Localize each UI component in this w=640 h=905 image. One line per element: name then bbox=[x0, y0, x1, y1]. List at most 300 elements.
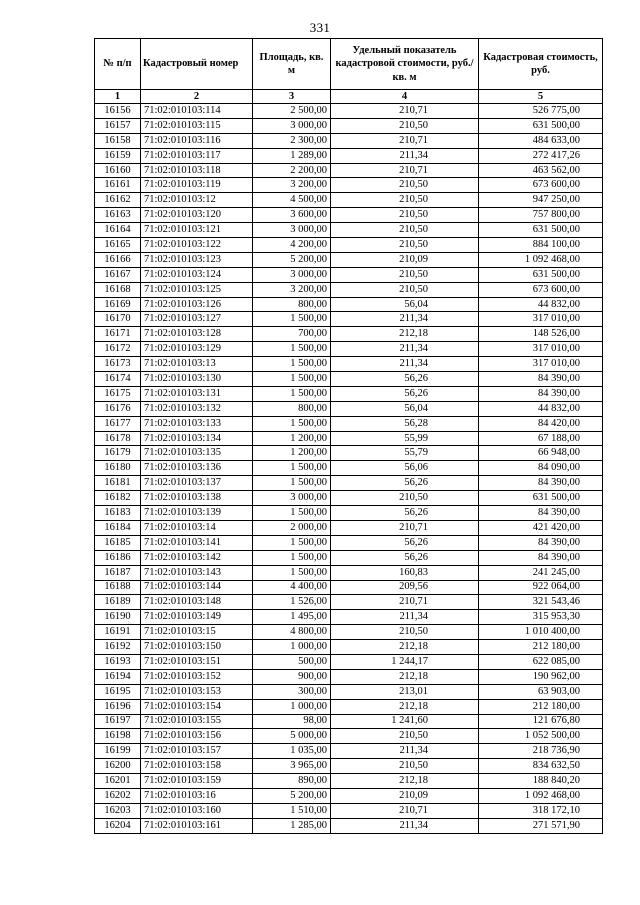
cell-specific-value: 212,18 bbox=[331, 640, 479, 655]
cell-row-number: 16160 bbox=[95, 163, 141, 178]
cell-cadastral-cost: 673 600,00 bbox=[479, 178, 603, 193]
table-row bbox=[95, 610, 603, 625]
cell-row-number: 16201 bbox=[95, 774, 141, 789]
cell-area: 2 000,00 bbox=[253, 520, 331, 535]
cell-specific-value: 56,04 bbox=[331, 297, 479, 312]
table-row bbox=[95, 208, 603, 223]
cell-specific-value: 56,04 bbox=[331, 401, 479, 416]
table-row bbox=[95, 803, 603, 818]
cell-cadastral-number: 71:02:010103:153 bbox=[141, 684, 253, 699]
table-row bbox=[95, 148, 603, 163]
cell-area: 4 400,00 bbox=[253, 580, 331, 595]
cell-area: 1 035,00 bbox=[253, 744, 331, 759]
cell-cadastral-cost: 884 100,00 bbox=[479, 238, 603, 253]
cell-specific-value: 209,56 bbox=[331, 580, 479, 595]
cell-row-number: 16157 bbox=[95, 118, 141, 133]
cell-specific-value: 210,50 bbox=[331, 193, 479, 208]
cell-specific-value: 210,71 bbox=[331, 803, 479, 818]
cell-cadastral-number: 71:02:010103:13 bbox=[141, 357, 253, 372]
cell-specific-value: 210,50 bbox=[331, 118, 479, 133]
table-row bbox=[95, 788, 603, 803]
cell-cadastral-number: 71:02:010103:16 bbox=[141, 788, 253, 803]
cell-cadastral-number: 71:02:010103:130 bbox=[141, 372, 253, 387]
header-specific-value: Удельный показатель кадастровой стоимости, руб./кв. м bbox=[331, 39, 479, 90]
cell-area: 5 200,00 bbox=[253, 788, 331, 803]
cell-specific-value: 210,71 bbox=[331, 104, 479, 119]
cell-cadastral-cost: 631 500,00 bbox=[479, 267, 603, 282]
cell-row-number: 16174 bbox=[95, 372, 141, 387]
header-cadastral-cost: Кадастровая стоимость, руб. bbox=[479, 39, 603, 90]
cell-row-number: 16176 bbox=[95, 401, 141, 416]
cell-cadastral-cost: 121 676,80 bbox=[479, 714, 603, 729]
cell-specific-value: 210,50 bbox=[331, 178, 479, 193]
cell-specific-value: 210,50 bbox=[331, 208, 479, 223]
cell-row-number: 16204 bbox=[95, 818, 141, 833]
cell-row-number: 16161 bbox=[95, 178, 141, 193]
cell-row-number: 16165 bbox=[95, 238, 141, 253]
cell-cadastral-number: 71:02:010103:14 bbox=[141, 520, 253, 535]
cell-row-number: 16188 bbox=[95, 580, 141, 595]
cell-area: 5 200,00 bbox=[253, 252, 331, 267]
table-row bbox=[95, 223, 603, 238]
cell-area: 4 500,00 bbox=[253, 193, 331, 208]
cell-cadastral-number: 71:02:010103:15 bbox=[141, 625, 253, 640]
cell-area: 4 200,00 bbox=[253, 238, 331, 253]
cell-area: 3 000,00 bbox=[253, 118, 331, 133]
table-row bbox=[95, 342, 603, 357]
cell-cadastral-number: 71:02:010103:137 bbox=[141, 476, 253, 491]
cell-specific-value: 210,50 bbox=[331, 729, 479, 744]
cell-area: 1 200,00 bbox=[253, 446, 331, 461]
table-row bbox=[95, 431, 603, 446]
cell-area: 1 500,00 bbox=[253, 342, 331, 357]
column-number: 2 bbox=[141, 90, 253, 104]
cell-cadastral-cost: 673 600,00 bbox=[479, 282, 603, 297]
header-cadastral-number: Кадастровый номер bbox=[141, 39, 253, 90]
table-column-number-row bbox=[95, 90, 603, 104]
table-row bbox=[95, 372, 603, 387]
cell-row-number: 16190 bbox=[95, 610, 141, 625]
table-row bbox=[95, 193, 603, 208]
cell-cadastral-cost: 318 172,10 bbox=[479, 803, 603, 818]
cell-cadastral-number: 71:02:010103:114 bbox=[141, 104, 253, 119]
cell-cadastral-number: 71:02:010103:125 bbox=[141, 282, 253, 297]
cell-row-number: 16193 bbox=[95, 654, 141, 669]
cell-row-number: 16169 bbox=[95, 297, 141, 312]
cell-specific-value: 210,50 bbox=[331, 267, 479, 282]
cell-cadastral-number: 71:02:010103:135 bbox=[141, 446, 253, 461]
cell-specific-value: 210,09 bbox=[331, 788, 479, 803]
cell-row-number: 16182 bbox=[95, 491, 141, 506]
cell-area: 1 000,00 bbox=[253, 640, 331, 655]
cell-row-number: 16192 bbox=[95, 640, 141, 655]
cell-cadastral-cost: 317 010,00 bbox=[479, 357, 603, 372]
cell-cadastral-cost: 317 010,00 bbox=[479, 342, 603, 357]
cell-cadastral-cost: 1 010 400,00 bbox=[479, 625, 603, 640]
cell-area: 1 500,00 bbox=[253, 357, 331, 372]
table-row bbox=[95, 595, 603, 610]
cell-row-number: 16179 bbox=[95, 446, 141, 461]
table-row bbox=[95, 178, 603, 193]
cell-row-number: 16189 bbox=[95, 595, 141, 610]
cell-cadastral-cost: 463 562,00 bbox=[479, 163, 603, 178]
cell-cadastral-cost: 315 953,30 bbox=[479, 610, 603, 625]
cell-cadastral-number: 71:02:010103:12 bbox=[141, 193, 253, 208]
cell-area: 300,00 bbox=[253, 684, 331, 699]
cell-cadastral-cost: 84 390,00 bbox=[479, 386, 603, 401]
cell-specific-value: 210,50 bbox=[331, 491, 479, 506]
cell-specific-value: 213,01 bbox=[331, 684, 479, 699]
cell-cadastral-number: 71:02:010103:138 bbox=[141, 491, 253, 506]
cell-cadastral-cost: 84 390,00 bbox=[479, 476, 603, 491]
cell-specific-value: 55,99 bbox=[331, 431, 479, 446]
table-row bbox=[95, 416, 603, 431]
cell-specific-value: 210,71 bbox=[331, 595, 479, 610]
cell-row-number: 16163 bbox=[95, 208, 141, 223]
table-body bbox=[95, 104, 603, 834]
cell-specific-value: 212,18 bbox=[331, 699, 479, 714]
cell-cadastral-number: 71:02:010103:131 bbox=[141, 386, 253, 401]
cell-area: 1 500,00 bbox=[253, 535, 331, 550]
cell-area: 1 289,00 bbox=[253, 148, 331, 163]
cell-cadastral-number: 71:02:010103:149 bbox=[141, 610, 253, 625]
cell-area: 1 500,00 bbox=[253, 550, 331, 565]
table-row bbox=[95, 535, 603, 550]
table-row bbox=[95, 759, 603, 774]
table-header-row bbox=[95, 39, 603, 90]
cell-cadastral-cost: 834 632,50 bbox=[479, 759, 603, 774]
cell-area: 3 000,00 bbox=[253, 491, 331, 506]
table-row bbox=[95, 163, 603, 178]
cell-specific-value: 56,26 bbox=[331, 372, 479, 387]
cell-cadastral-cost: 757 800,00 bbox=[479, 208, 603, 223]
cell-specific-value: 56,06 bbox=[331, 461, 479, 476]
cell-cadastral-number: 71:02:010103:154 bbox=[141, 699, 253, 714]
cell-cadastral-number: 71:02:010103:123 bbox=[141, 252, 253, 267]
table-row bbox=[95, 625, 603, 640]
cell-specific-value: 210,50 bbox=[331, 223, 479, 238]
cell-cadastral-number: 71:02:010103:129 bbox=[141, 342, 253, 357]
cell-row-number: 16164 bbox=[95, 223, 141, 238]
cell-cadastral-cost: 66 948,00 bbox=[479, 446, 603, 461]
cell-cadastral-cost: 317 010,00 bbox=[479, 312, 603, 327]
cell-area: 3 000,00 bbox=[253, 267, 331, 282]
cell-cadastral-number: 71:02:010103:134 bbox=[141, 431, 253, 446]
cell-area: 3 000,00 bbox=[253, 223, 331, 238]
cell-row-number: 16191 bbox=[95, 625, 141, 640]
cell-area: 900,00 bbox=[253, 669, 331, 684]
cell-row-number: 16199 bbox=[95, 744, 141, 759]
cell-cadastral-number: 71:02:010103:158 bbox=[141, 759, 253, 774]
cell-row-number: 16156 bbox=[95, 104, 141, 119]
cell-cadastral-cost: 631 500,00 bbox=[479, 491, 603, 506]
cell-area: 5 000,00 bbox=[253, 729, 331, 744]
cell-specific-value: 55,79 bbox=[331, 446, 479, 461]
cell-area: 800,00 bbox=[253, 297, 331, 312]
cell-specific-value: 56,26 bbox=[331, 386, 479, 401]
cell-row-number: 16203 bbox=[95, 803, 141, 818]
cell-area: 1 200,00 bbox=[253, 431, 331, 446]
cell-cadastral-number: 71:02:010103:160 bbox=[141, 803, 253, 818]
table-row bbox=[95, 357, 603, 372]
cell-area: 1 500,00 bbox=[253, 372, 331, 387]
table-row bbox=[95, 312, 603, 327]
table-row bbox=[95, 774, 603, 789]
cell-area: 1 500,00 bbox=[253, 416, 331, 431]
cell-row-number: 16198 bbox=[95, 729, 141, 744]
cell-area: 1 495,00 bbox=[253, 610, 331, 625]
cell-cadastral-cost: 84 390,00 bbox=[479, 506, 603, 521]
cell-row-number: 16187 bbox=[95, 565, 141, 580]
cell-cadastral-number: 71:02:010103:155 bbox=[141, 714, 253, 729]
cell-area: 1 285,00 bbox=[253, 818, 331, 833]
cell-specific-value: 1 241,60 bbox=[331, 714, 479, 729]
cell-area: 3 200,00 bbox=[253, 178, 331, 193]
cell-row-number: 16185 bbox=[95, 535, 141, 550]
cell-cadastral-number: 71:02:010103:127 bbox=[141, 312, 253, 327]
cell-cadastral-cost: 1 052 500,00 bbox=[479, 729, 603, 744]
cell-specific-value: 211,34 bbox=[331, 744, 479, 759]
cell-cadastral-cost: 63 903,00 bbox=[479, 684, 603, 699]
cell-row-number: 16196 bbox=[95, 699, 141, 714]
cell-area: 1 500,00 bbox=[253, 312, 331, 327]
cell-cadastral-cost: 1 092 468,00 bbox=[479, 788, 603, 803]
cell-row-number: 16170 bbox=[95, 312, 141, 327]
table-row bbox=[95, 386, 603, 401]
cell-cadastral-number: 71:02:010103:119 bbox=[141, 178, 253, 193]
table-row bbox=[95, 654, 603, 669]
cell-row-number: 16173 bbox=[95, 357, 141, 372]
cell-area: 1 500,00 bbox=[253, 476, 331, 491]
cell-area: 1 500,00 bbox=[253, 506, 331, 521]
cell-row-number: 16178 bbox=[95, 431, 141, 446]
cell-area: 1 526,00 bbox=[253, 595, 331, 610]
cell-cadastral-number: 71:02:010103:156 bbox=[141, 729, 253, 744]
cell-cadastral-cost: 44 832,00 bbox=[479, 297, 603, 312]
cell-area: 98,00 bbox=[253, 714, 331, 729]
cell-area: 3 600,00 bbox=[253, 208, 331, 223]
cell-cadastral-cost: 212 180,00 bbox=[479, 640, 603, 655]
cell-specific-value: 211,34 bbox=[331, 610, 479, 625]
cadastral-value-table bbox=[94, 38, 603, 834]
cell-cadastral-number: 71:02:010103:133 bbox=[141, 416, 253, 431]
column-number: 4 bbox=[331, 90, 479, 104]
cell-specific-value: 210,71 bbox=[331, 133, 479, 148]
cell-cadastral-number: 71:02:010103:132 bbox=[141, 401, 253, 416]
cell-cadastral-cost: 188 840,20 bbox=[479, 774, 603, 789]
cell-cadastral-cost: 84 390,00 bbox=[479, 372, 603, 387]
cell-cadastral-number: 71:02:010103:128 bbox=[141, 327, 253, 342]
table-row bbox=[95, 491, 603, 506]
cell-row-number: 16184 bbox=[95, 520, 141, 535]
table-row bbox=[95, 520, 603, 535]
cell-cadastral-cost: 84 390,00 bbox=[479, 535, 603, 550]
cell-area: 1 500,00 bbox=[253, 461, 331, 476]
cell-cadastral-cost: 212 180,00 bbox=[479, 699, 603, 714]
cell-cadastral-cost: 272 417,26 bbox=[479, 148, 603, 163]
cell-cadastral-cost: 84 090,00 bbox=[479, 461, 603, 476]
cell-specific-value: 56,28 bbox=[331, 416, 479, 431]
cell-row-number: 16171 bbox=[95, 327, 141, 342]
table-row bbox=[95, 506, 603, 521]
cell-specific-value: 211,34 bbox=[331, 342, 479, 357]
cell-specific-value: 211,34 bbox=[331, 148, 479, 163]
cell-specific-value: 56,26 bbox=[331, 535, 479, 550]
table-row bbox=[95, 327, 603, 342]
page-number: 331 bbox=[309, 20, 331, 35]
cell-row-number: 16200 bbox=[95, 759, 141, 774]
cell-cadastral-cost: 484 633,00 bbox=[479, 133, 603, 148]
cell-cadastral-cost: 526 775,00 bbox=[479, 104, 603, 119]
cell-cadastral-cost: 67 188,00 bbox=[479, 431, 603, 446]
cell-area: 4 800,00 bbox=[253, 625, 331, 640]
cell-specific-value: 211,34 bbox=[331, 818, 479, 833]
cell-specific-value: 160,83 bbox=[331, 565, 479, 580]
table-row bbox=[95, 282, 603, 297]
cell-cadastral-number: 71:02:010103:144 bbox=[141, 580, 253, 595]
header-area: Площадь, кв. м bbox=[253, 39, 331, 90]
cell-cadastral-cost: 631 500,00 bbox=[479, 223, 603, 238]
cell-area: 800,00 bbox=[253, 401, 331, 416]
table-row bbox=[95, 565, 603, 580]
table-row bbox=[95, 669, 603, 684]
table-row bbox=[95, 133, 603, 148]
cell-cadastral-number: 71:02:010103:141 bbox=[141, 535, 253, 550]
cell-area: 3 200,00 bbox=[253, 282, 331, 297]
cell-specific-value: 1 244,17 bbox=[331, 654, 479, 669]
cell-specific-value: 56,26 bbox=[331, 506, 479, 521]
table-row bbox=[95, 238, 603, 253]
cell-cadastral-number: 71:02:010103:115 bbox=[141, 118, 253, 133]
cell-cadastral-number: 71:02:010103:157 bbox=[141, 744, 253, 759]
cell-row-number: 16194 bbox=[95, 669, 141, 684]
cell-cadastral-number: 71:02:010103:117 bbox=[141, 148, 253, 163]
header-row-number: № п/п bbox=[95, 39, 141, 90]
table-row bbox=[95, 401, 603, 416]
cell-specific-value: 210,50 bbox=[331, 282, 479, 297]
cell-area: 3 965,00 bbox=[253, 759, 331, 774]
cell-specific-value: 210,71 bbox=[331, 163, 479, 178]
table-row bbox=[95, 118, 603, 133]
cell-specific-value: 210,71 bbox=[331, 520, 479, 535]
table-row bbox=[95, 640, 603, 655]
cell-row-number: 16166 bbox=[95, 252, 141, 267]
cell-row-number: 16168 bbox=[95, 282, 141, 297]
cell-row-number: 16162 bbox=[95, 193, 141, 208]
cell-area: 890,00 bbox=[253, 774, 331, 789]
cell-cadastral-number: 71:02:010103:152 bbox=[141, 669, 253, 684]
cell-row-number: 16158 bbox=[95, 133, 141, 148]
cell-row-number: 16186 bbox=[95, 550, 141, 565]
cell-specific-value: 212,18 bbox=[331, 669, 479, 684]
cell-cadastral-cost: 922 064,00 bbox=[479, 580, 603, 595]
cell-cadastral-number: 71:02:010103:142 bbox=[141, 550, 253, 565]
cell-row-number: 16197 bbox=[95, 714, 141, 729]
cell-cadastral-cost: 321 543,46 bbox=[479, 595, 603, 610]
cell-specific-value: 210,09 bbox=[331, 252, 479, 267]
cell-cadastral-number: 71:02:010103:122 bbox=[141, 238, 253, 253]
cell-cadastral-cost: 271 571,90 bbox=[479, 818, 603, 833]
cell-specific-value: 56,26 bbox=[331, 550, 479, 565]
column-number: 5 bbox=[479, 90, 603, 104]
cell-cadastral-number: 71:02:010103:161 bbox=[141, 818, 253, 833]
cell-cadastral-cost: 148 526,00 bbox=[479, 327, 603, 342]
cell-cadastral-cost: 622 085,00 bbox=[479, 654, 603, 669]
table-row bbox=[95, 684, 603, 699]
cell-area: 2 500,00 bbox=[253, 104, 331, 119]
cell-cadastral-number: 71:02:010103:136 bbox=[141, 461, 253, 476]
table-row bbox=[95, 818, 603, 833]
cell-specific-value: 210,50 bbox=[331, 625, 479, 640]
cell-specific-value: 210,50 bbox=[331, 759, 479, 774]
cell-cadastral-number: 71:02:010103:150 bbox=[141, 640, 253, 655]
cell-row-number: 16202 bbox=[95, 788, 141, 803]
table-row bbox=[95, 461, 603, 476]
cell-cadastral-number: 71:02:010103:118 bbox=[141, 163, 253, 178]
cell-row-number: 16159 bbox=[95, 148, 141, 163]
cell-area: 1 510,00 bbox=[253, 803, 331, 818]
cell-row-number: 16175 bbox=[95, 386, 141, 401]
table-row bbox=[95, 252, 603, 267]
cell-specific-value: 212,18 bbox=[331, 774, 479, 789]
cell-row-number: 16183 bbox=[95, 506, 141, 521]
table-row bbox=[95, 729, 603, 744]
cell-cadastral-number: 71:02:010103:126 bbox=[141, 297, 253, 312]
cell-cadastral-cost: 421 420,00 bbox=[479, 520, 603, 535]
cell-specific-value: 212,18 bbox=[331, 327, 479, 342]
cell-cadastral-number: 71:02:010103:143 bbox=[141, 565, 253, 580]
cell-cadastral-cost: 44 832,00 bbox=[479, 401, 603, 416]
table-row bbox=[95, 580, 603, 595]
cell-area: 2 200,00 bbox=[253, 163, 331, 178]
cell-cadastral-number: 71:02:010103:151 bbox=[141, 654, 253, 669]
cell-area: 500,00 bbox=[253, 654, 331, 669]
cell-cadastral-number: 71:02:010103:148 bbox=[141, 595, 253, 610]
cell-area: 1 500,00 bbox=[253, 386, 331, 401]
cell-cadastral-number: 71:02:010103:124 bbox=[141, 267, 253, 282]
cell-cadastral-cost: 241 245,00 bbox=[479, 565, 603, 580]
table-row bbox=[95, 744, 603, 759]
cell-row-number: 16167 bbox=[95, 267, 141, 282]
cell-cadastral-number: 71:02:010103:159 bbox=[141, 774, 253, 789]
table-row bbox=[95, 297, 603, 312]
cell-cadastral-number: 71:02:010103:121 bbox=[141, 223, 253, 238]
cell-row-number: 16172 bbox=[95, 342, 141, 357]
cell-area: 1 000,00 bbox=[253, 699, 331, 714]
table-row bbox=[95, 446, 603, 461]
cell-cadastral-cost: 84 390,00 bbox=[479, 550, 603, 565]
table-row bbox=[95, 476, 603, 491]
cell-specific-value: 211,34 bbox=[331, 312, 479, 327]
cell-row-number: 16181 bbox=[95, 476, 141, 491]
column-number: 1 bbox=[95, 90, 141, 104]
cell-cadastral-cost: 947 250,00 bbox=[479, 193, 603, 208]
column-number: 3 bbox=[253, 90, 331, 104]
cell-specific-value: 210,50 bbox=[331, 238, 479, 253]
cell-area: 2 300,00 bbox=[253, 133, 331, 148]
cell-cadastral-number: 71:02:010103:139 bbox=[141, 506, 253, 521]
cell-cadastral-number: 71:02:010103:120 bbox=[141, 208, 253, 223]
cell-area: 1 500,00 bbox=[253, 565, 331, 580]
cell-cadastral-cost: 218 736,90 bbox=[479, 744, 603, 759]
cell-specific-value: 56,26 bbox=[331, 476, 479, 491]
cell-cadastral-number: 71:02:010103:116 bbox=[141, 133, 253, 148]
table-row bbox=[95, 267, 603, 282]
cell-row-number: 16195 bbox=[95, 684, 141, 699]
cell-cadastral-cost: 1 092 468,00 bbox=[479, 252, 603, 267]
cell-cadastral-cost: 190 962,00 bbox=[479, 669, 603, 684]
cell-specific-value: 211,34 bbox=[331, 357, 479, 372]
